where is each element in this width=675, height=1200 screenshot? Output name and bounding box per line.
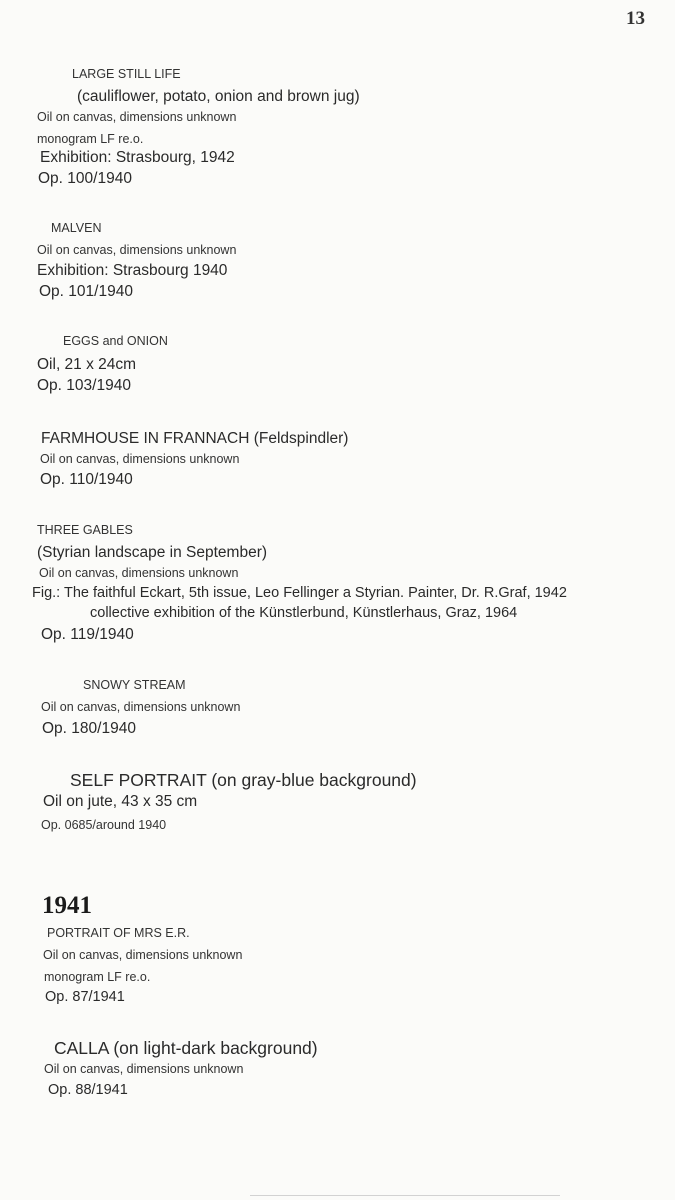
page-number: 13 <box>626 8 645 29</box>
entry-subtitle: (Styrian landscape in September) <box>37 544 268 561</box>
entry-title: FARMHOUSE IN FRANNACH (Feldspindler) <box>41 430 349 447</box>
entry-medium: Oil on canvas, dimensions unknown <box>41 700 241 714</box>
entry-title: CALLA (on light-dark background) <box>54 1038 318 1058</box>
entry-title: LARGE STILL LIFE <box>72 67 181 81</box>
entry-exhibition: Exhibition: Strasbourg 1940 <box>37 262 228 279</box>
entry-opus: Op. 0685/around 1940 <box>41 818 167 832</box>
entry-opus: Op. 88/1941 <box>48 1082 128 1098</box>
entry-medium: Oil on canvas, dimensions unknown <box>44 1062 244 1076</box>
entry-medium: Oil, 21 x 24cm <box>37 356 137 373</box>
year-heading: 1941 <box>42 892 92 919</box>
entry-medium: Oil on canvas, dimensions unknown <box>40 452 240 466</box>
entry-opus: Op. 100/1940 <box>38 170 132 187</box>
entry-title: PORTRAIT OF MRS E.R. <box>47 926 190 940</box>
entry-medium: Oil on canvas, dimensions unknown <box>37 243 237 257</box>
entry-opus: Op. 110/1940 <box>40 471 133 488</box>
entry-opus: Op. 119/1940 <box>41 626 134 643</box>
entry-signature: monogram LF re.o. <box>37 132 144 146</box>
entry-title: SELF PORTRAIT (on gray-blue background) <box>70 770 417 790</box>
entry-opus: Op. 103/1940 <box>37 377 131 394</box>
entry-opus: Op. 87/1941 <box>45 989 125 1005</box>
entry-opus: Op. 101/1940 <box>39 283 133 300</box>
entry-title: MALVEN <box>51 221 102 235</box>
entry-opus: Op. 180/1940 <box>42 720 136 737</box>
entry-exhibition: Exhibition: Strasbourg, 1942 <box>40 149 235 166</box>
entry-figure-reference-continued: collective exhibition of the Künstlerbund, Künstlerhaus, Graz, 1964 <box>90 605 518 621</box>
entry-title: SNOWY STREAM <box>83 678 186 692</box>
entry-medium: Oil on jute, 43 x 35 cm <box>43 793 198 810</box>
entry-title: EGGS and ONION <box>63 334 168 348</box>
entry-subtitle: (cauliflower, potato, onion and brown jug) <box>77 88 360 105</box>
page-edge-line <box>250 1195 560 1196</box>
entry-figure-reference: Fig.: The faithful Eckart, 5th issue, Leo Fellinger a Styrian. Painter, Dr. R.Graf, 1942 <box>32 585 567 601</box>
entry-medium: Oil on canvas, dimensions unknown <box>39 566 239 580</box>
entry-title: THREE GABLES <box>37 523 133 537</box>
entry-signature: monogram LF re.o. <box>44 970 151 984</box>
entry-medium: Oil on canvas, dimensions unknown <box>37 110 237 124</box>
entry-medium: Oil on canvas, dimensions unknown <box>43 948 243 962</box>
